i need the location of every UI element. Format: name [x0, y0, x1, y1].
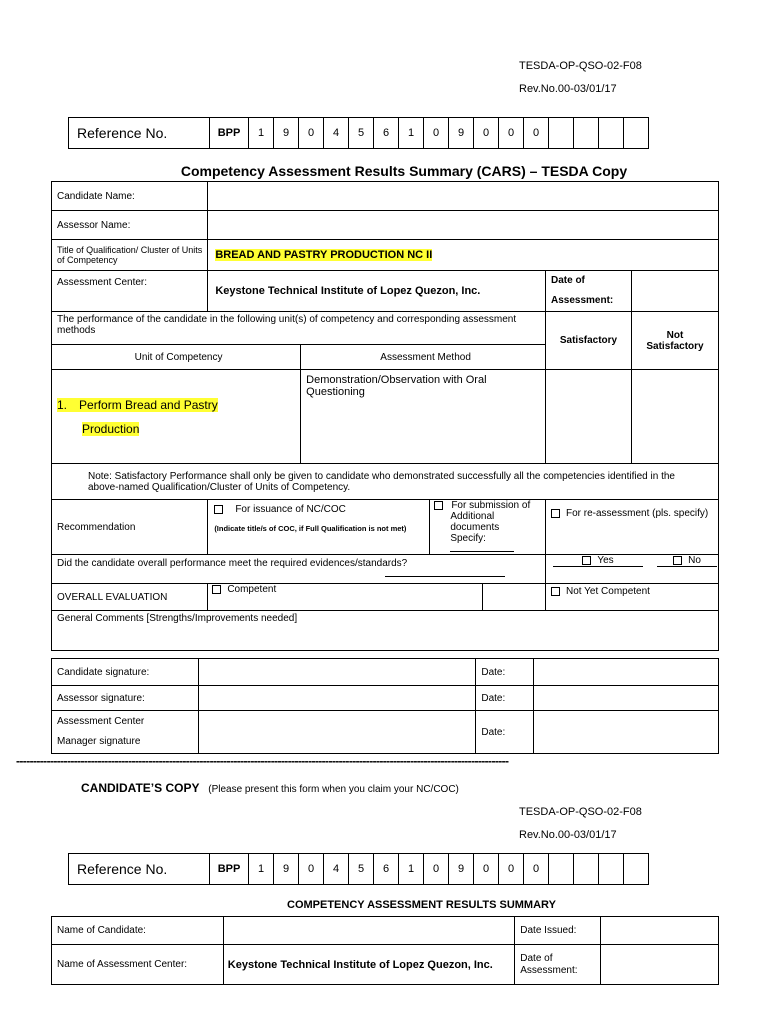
document-code: TESDA-OP-QSO-02-F08 [519, 60, 642, 72]
reference-digit-cell [624, 118, 649, 149]
assessor-name-field[interactable] [208, 211, 719, 240]
assessment-center-label: Assessment Center: [52, 271, 208, 312]
reference-digit-cell: 9 [274, 118, 299, 149]
assessment-center-value: Keystone Technical Institute of Lopez Quezon, Inc. [215, 285, 481, 297]
candidate-date-label: Date: [476, 659, 534, 686]
copy-reference-number-table [68, 853, 649, 885]
candidate-copy-table [51, 916, 719, 985]
reference-digit-cell [574, 118, 599, 149]
reference-digit-cell [549, 118, 574, 149]
competent-label: Competent [227, 584, 277, 595]
reference-digit-cell: 6 [374, 118, 399, 149]
copy-reference-prefix: BPP [210, 854, 249, 885]
yes-option[interactable] [553, 555, 643, 567]
reference-digit-cell [599, 118, 624, 149]
qualification-value: BREAD AND PASTRY PRODUCTION NC II [215, 249, 433, 261]
reference-digit-cell: 0 [424, 118, 449, 149]
date-of-text: Date of [551, 275, 585, 286]
reference-digit-cell: 0 [499, 118, 524, 149]
name-of-center-value: Keystone Technical Institute of Lopez Quezon, Inc. [223, 945, 515, 985]
candidate-date-field[interactable] [534, 659, 719, 686]
assessment-method-header: Assessment Method [301, 345, 546, 370]
copy-date-of-assessment-label: Date of Assessment: [515, 945, 601, 985]
unit-of-competency-header: Unit of Competency [52, 345, 301, 370]
date-of-assessment-label [546, 271, 632, 312]
not-satisfactory-header: Not Satisfactory [631, 312, 718, 370]
assessor-name-label: Assessor Name: [52, 211, 208, 240]
reference-digit-cell: 4 [324, 854, 349, 885]
competent-checkbox[interactable] [212, 585, 221, 594]
unit-line-2: Production [82, 421, 140, 436]
submission-line-3: Specify: [450, 533, 486, 544]
reference-digit-cell: 4 [324, 118, 349, 149]
assessor-date-field[interactable] [534, 686, 719, 711]
competent-option[interactable] [208, 584, 483, 610]
signature-table [51, 658, 719, 754]
reference-digit-cell: 0 [524, 854, 549, 885]
general-comments-label: General Comments [Strengths/Improvements needed] [57, 613, 298, 624]
assessor-date-label: Date: [476, 686, 534, 711]
issuance-note: (Indicate title/s of COC, if Full Qualification is not met) [214, 524, 407, 533]
overall-question-cell [52, 555, 546, 584]
general-comments-field[interactable] [52, 611, 719, 651]
cars-main-form [51, 181, 719, 651]
yes-checkbox[interactable] [582, 556, 591, 565]
no-option[interactable] [657, 555, 717, 567]
specify-line[interactable] [450, 551, 514, 552]
not-yet-competent-label: Not Yet Competent [566, 586, 650, 597]
revision-number: Rev.No.00-03/01/17 [519, 83, 617, 95]
form-title: Competency Assessment Results Summary (CARS) – TESDA Copy [180, 163, 628, 179]
reference-digit-cell: 0 [474, 118, 499, 149]
center-manager-signature-label [52, 711, 199, 754]
reference-digit-cell: 1 [249, 118, 274, 149]
copy-date-of-assessment-field[interactable] [601, 945, 719, 985]
yes-no-cell [546, 555, 719, 584]
reference-digit-cell [599, 854, 624, 885]
overall-question: Did the candidate overall performance meet the required evidences/standards? [57, 558, 408, 569]
assessment-method-value: Demonstration/Observation with Oral Questioning [301, 370, 546, 464]
reference-digit-cell: 0 [299, 854, 324, 885]
date-of-assessment-field[interactable] [631, 271, 718, 312]
reference-number-table [68, 117, 649, 149]
reference-digit-cell: 0 [299, 118, 324, 149]
recommendation-label: Recommendation [52, 500, 208, 555]
reassessment-label: For re-assessment (pls. specify) [566, 508, 709, 519]
date-issued-label: Date Issued: [515, 917, 601, 945]
qualification-title-label: Title of Qualification/ Cluster of Units of Competency [52, 240, 208, 271]
name-of-candidate-label: Name of Candidate: [52, 917, 224, 945]
candidate-copy-heading [81, 781, 459, 795]
rec-option-issuance[interactable] [208, 500, 430, 554]
reference-digit-cell [574, 854, 599, 885]
unit-line-1: Perform Bread and Pastry [67, 398, 218, 412]
center-manager-line-2: Manager signature [57, 736, 141, 747]
candidate-signature-field[interactable] [198, 659, 476, 686]
reference-digit-cell: 9 [274, 854, 299, 885]
performance-statement: The performance of the candidate in the following unit(s) of competency and corresponding assessment methods [52, 312, 546, 345]
center-manager-signature-field[interactable] [198, 711, 476, 754]
assessment-center-value-cell [208, 271, 546, 312]
reference-digit-cell: 5 [349, 118, 374, 149]
no-checkbox[interactable] [673, 556, 682, 565]
issuance-checkbox[interactable] [214, 505, 223, 514]
cut-line: ------------------------------------------------------------------------------------------------------------------------------------------------- [16, 754, 509, 768]
satisfactory-header: Satisfactory [546, 312, 632, 370]
satisfactory-check-cell[interactable] [546, 370, 632, 464]
reference-digit-cell: 5 [349, 854, 374, 885]
candidate-copy-note: (Please present this form when you claim your NC/COC) [208, 784, 459, 795]
rec-option-submission[interactable] [430, 500, 545, 554]
copy-reference-label: Reference No. [69, 854, 210, 885]
yes-label: Yes [597, 555, 614, 566]
name-of-center-label: Name of Assessment Center: [52, 945, 224, 985]
reference-digit-cell: 6 [374, 854, 399, 885]
reference-digit-cell [549, 854, 574, 885]
reference-digit-cell: 9 [449, 854, 474, 885]
copy-document-code: TESDA-OP-QSO-02-F08 [519, 806, 642, 818]
name-of-candidate-field[interactable] [223, 917, 515, 945]
reference-digit-cell: 0 [474, 854, 499, 885]
reassessment-checkbox[interactable] [551, 509, 560, 518]
candidate-signature-label: Candidate signature: [52, 659, 199, 686]
reference-digit-cell: 0 [499, 854, 524, 885]
recommendation-options-cell [208, 500, 546, 555]
overall-question-line [385, 572, 505, 577]
reference-digit-cell: 1 [249, 854, 274, 885]
unit-of-competency-cell [52, 370, 301, 464]
issuance-label: For issuance of NC/COC [235, 504, 346, 515]
reference-digit-cell: 1 [399, 854, 424, 885]
submission-checkbox[interactable] [434, 501, 443, 510]
summary-title: COMPETENCY ASSESSMENT RESULTS SUMMARY [287, 899, 556, 911]
assessor-signature-field[interactable] [198, 686, 476, 711]
overall-evaluation-label: OVERALL EVALUATION [52, 584, 208, 611]
competent-cell [208, 584, 546, 611]
candidate-copy-title: CANDIDATE’S COPY [81, 781, 200, 795]
copy-revision-number: Rev.No.00-03/01/17 [519, 829, 617, 841]
rec-option-reassessment[interactable] [546, 500, 719, 555]
reference-prefix: BPP [210, 118, 249, 149]
reference-digit-cell: 0 [424, 854, 449, 885]
unit-number: 1. [57, 397, 68, 412]
assessor-signature-label: Assessor signature: [52, 686, 199, 711]
candidate-name-label: Candidate Name: [52, 182, 208, 211]
reference-digit-cell: 1 [399, 118, 424, 149]
reference-digit-cell [624, 854, 649, 885]
candidate-name-field[interactable] [208, 182, 719, 211]
date-issued-field[interactable] [601, 917, 719, 945]
submission-line-2: Additional documents [450, 511, 500, 533]
not-yet-competent-option[interactable] [546, 584, 719, 611]
not-yet-competent-checkbox[interactable] [551, 587, 560, 596]
assessment-text: Assessment: [551, 295, 614, 306]
satisfactory-note: Note: Satisfactory Performance shall only be given to candidate who demonstrated successfully all the competencies identified in the above-named Qualification/Cluster of Units of Competency. [52, 464, 719, 500]
qualification-value-cell [208, 240, 719, 271]
no-label: No [688, 555, 701, 566]
submission-line-1: For submission of [451, 500, 531, 511]
center-manager-date-field[interactable] [534, 711, 719, 754]
center-manager-line-1: Assessment Center [57, 716, 145, 727]
reference-label: Reference No. [69, 118, 210, 149]
reference-digit-cell: 9 [449, 118, 474, 149]
center-manager-date-label: Date: [476, 711, 534, 754]
reference-digit-cell: 0 [524, 118, 549, 149]
not-satisfactory-check-cell[interactable] [631, 370, 718, 464]
